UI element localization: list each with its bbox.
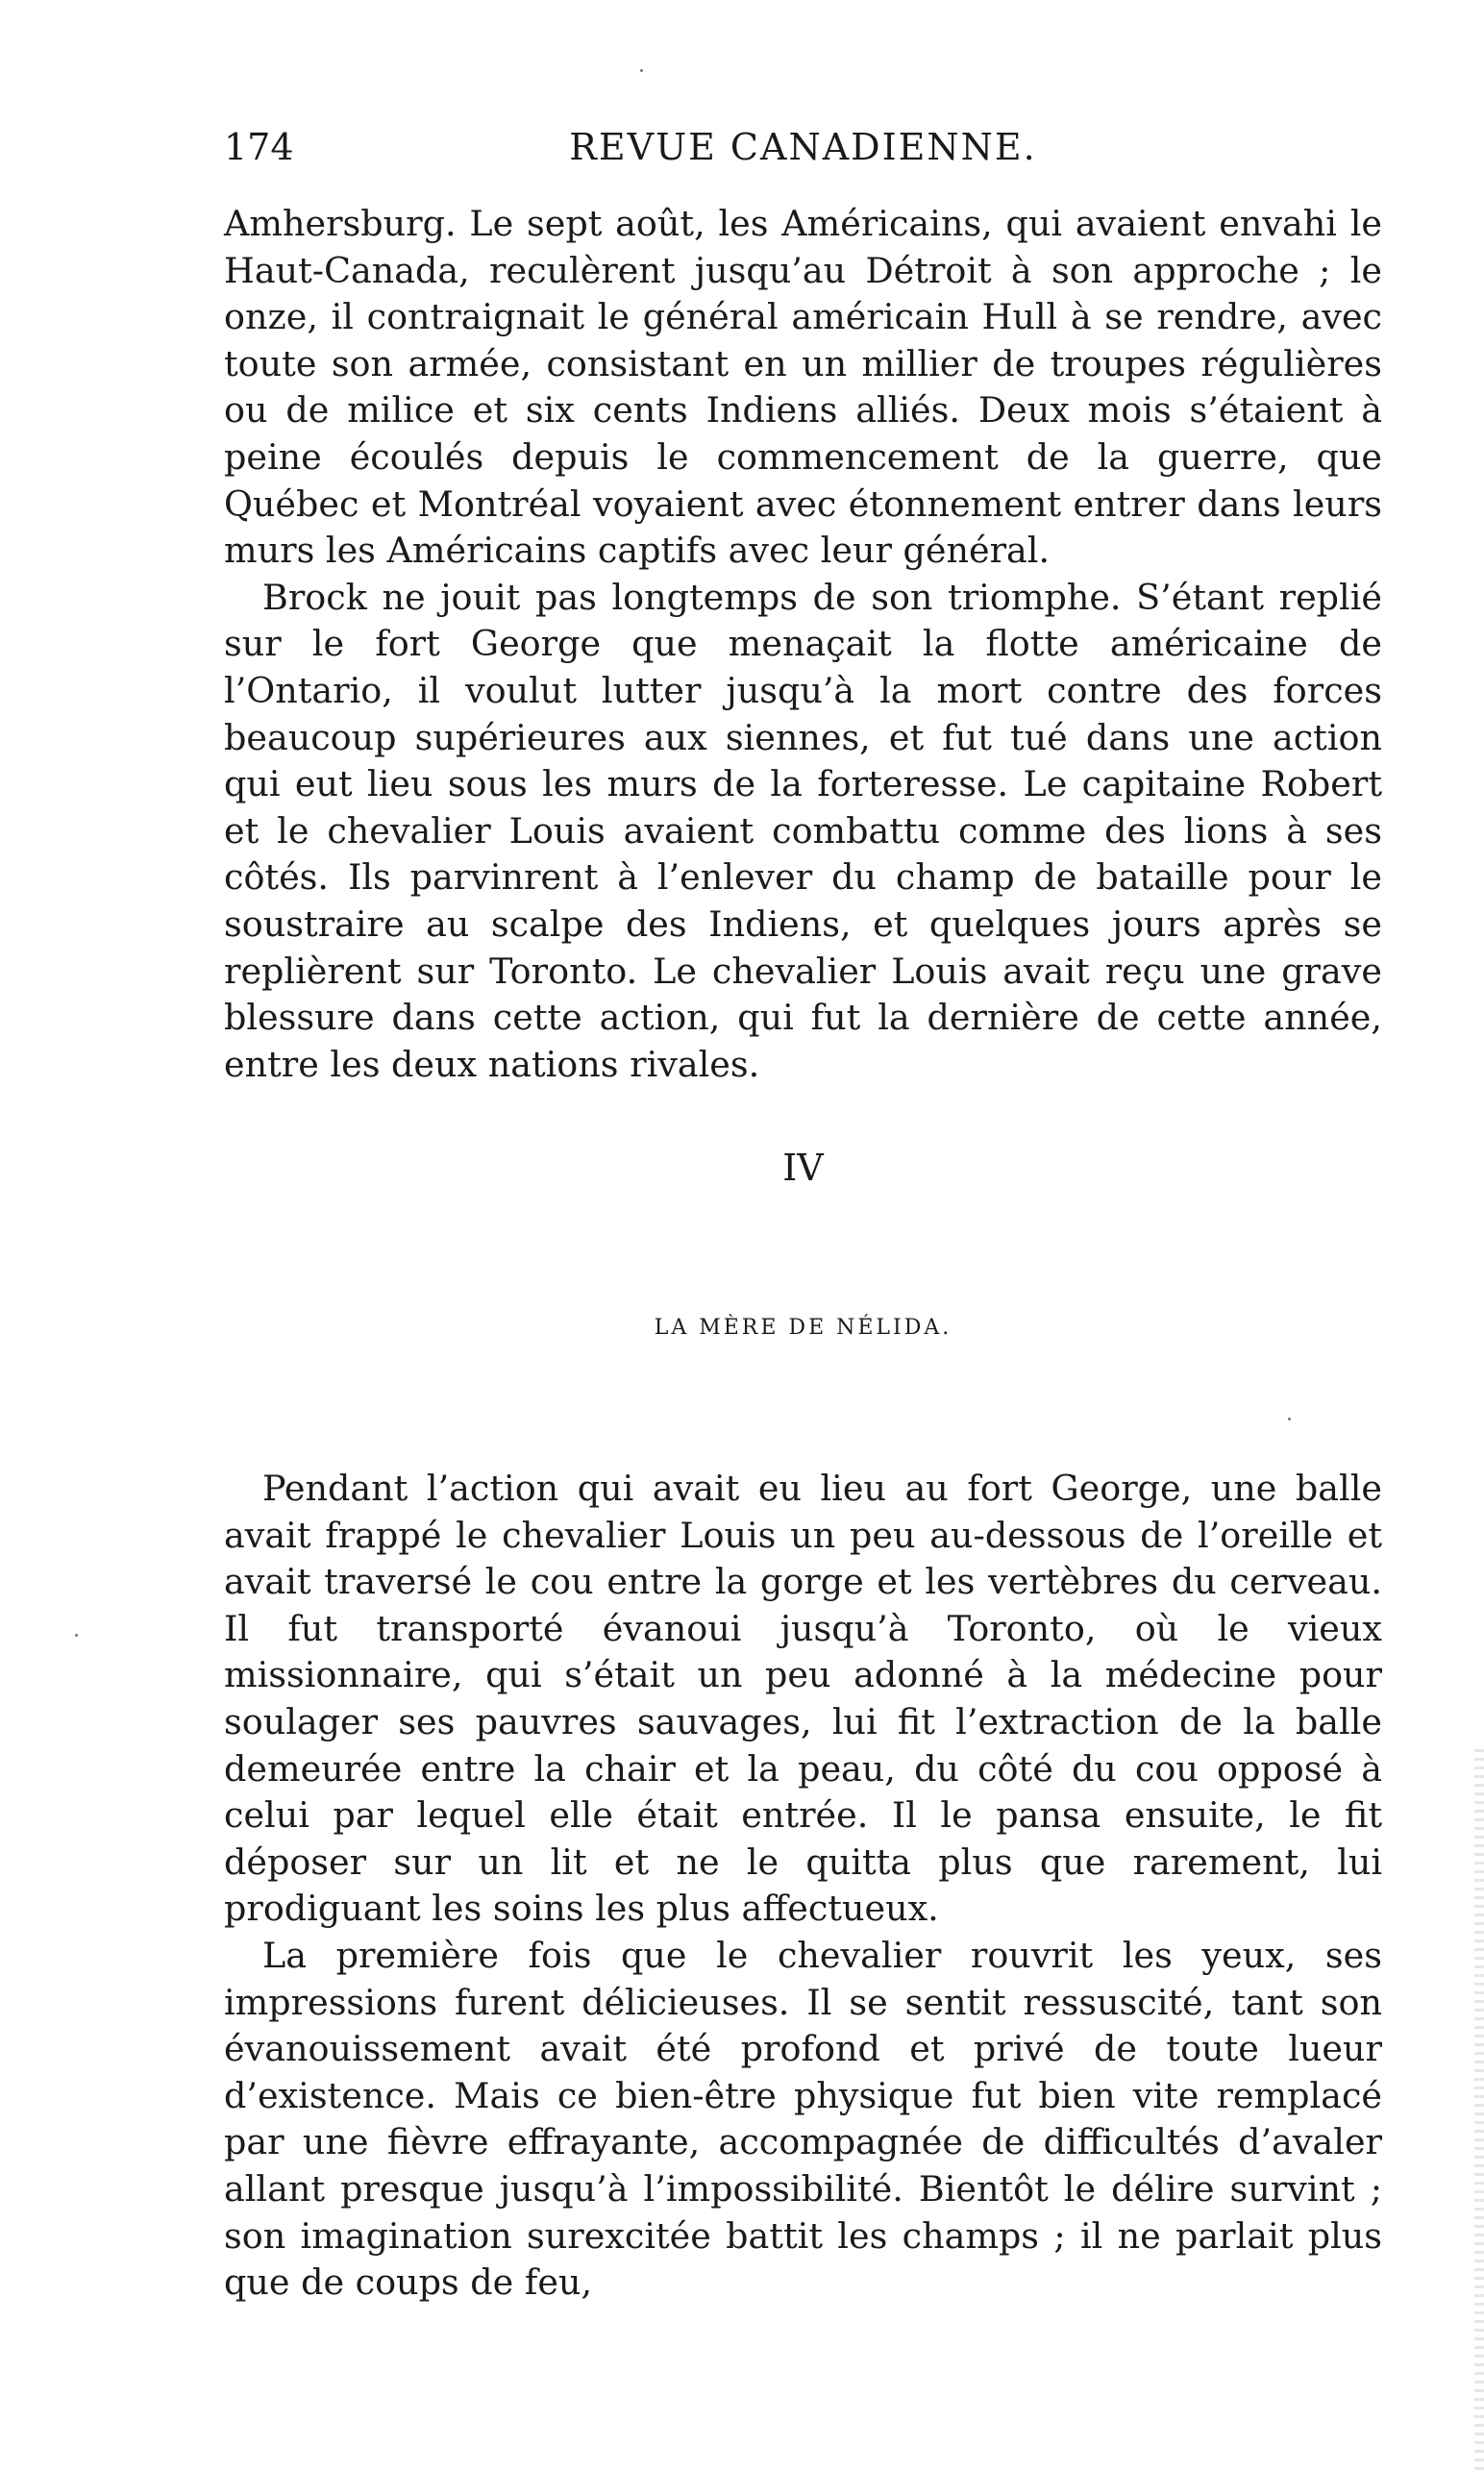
running-head [224, 123, 1382, 171]
scan-edge [1474, 1749, 1484, 2470]
print-speck [75, 1634, 78, 1637]
print-speck [1288, 1418, 1291, 1420]
paragraph-brock: Brock ne jouit pas longtemps de son triomphe. S’étant replié sur le fort George que menaçait la flotte américaine de l’Ontario, il voulut lutter jusqu’à la mort contre des forces beaucoup supérieures aux siennes, et fut tué dans une action qui eut lieu sous les murs de la forteresse. Le capitaine Robert et le chevalier Louis avaient combattu comme des lions à ses côtés. Ils parvinrent à l’enlever du champ de bataille pour le soustraire au scalpe des Indiens, et quelques jours après se replièrent sur Toronto. Le chevalier Louis avait reçu une grave blessure dans cette action, qui fut la dernière de cette année, entre les deux nations rivales. [224, 576, 1382, 1085]
section-number: IV [782, 1147, 824, 1189]
paragraph-fever: La première fois que le chevalier rouvrit les yeux, ses impressions furent délicieuses. Il se sentit ressuscité, tant son évanouissement avait été profond et privé de toute lueur d’existence. Mais ce bien-être physique fut bien vite remplacé par une fièvre effrayante, accompagnée de difficultés d’avaler allant presque jusqu’à l’impossibilité. Bientôt le délire survint ; son imagination surexcitée battit les champs ; il ne parlait plus que de coups de feu, [224, 1934, 1382, 2304]
paragraph-wound: Pendant l’action qui avait eu lieu au fort George, une balle avait frappé le chevalier Louis un peu au-dessous de l’oreille et avait traversé le cou entre la gorge et les vertèbres du cerveau. Il fut transporté évanoui jusqu’à Toronto, où le vieux missionnaire, qui s’était un peu adonné à la médecine pour soulager ses pauvres sauvages, lui fit l’extraction de la balle demeurée entre la chair et la peau, du côté du cou opposé à celui par lequel elle était entrée. Il le pansa ensuite, le fit déposer sur un lit et ne le quitta plus que rarement, lui prodiguant les soins les plus affectueux. [224, 1468, 1382, 1930]
print-speck [640, 69, 643, 72]
journal-title: REVUE CANADIENNE. [569, 126, 1037, 168]
text-block-lower [224, 1466, 1382, 2307]
text-block-upper [224, 201, 1382, 1088]
paragraph-continuation: Amhersburg. Le sept août, les Américains, qui avaient envahi le Haut-Canada, reculèrent jusqu’au Détroit à son approche ; le onze, il contraignait le général américain Hull à se rendre, avec toute son armée, consistant en un millier de troupes régulières ou de milice et six cents Indiens alliés. Deux mois s’étaient à peine écoulés depuis le commencement de la guerre, que Québec et Montréal voyaient avec étonnement entrer dans leurs murs les Américains captifs avec leur général. [224, 203, 1382, 572]
page-number: 174 [224, 126, 294, 168]
chapter-title: LA MÈRE DE NÉLIDA. [654, 1316, 952, 1340]
